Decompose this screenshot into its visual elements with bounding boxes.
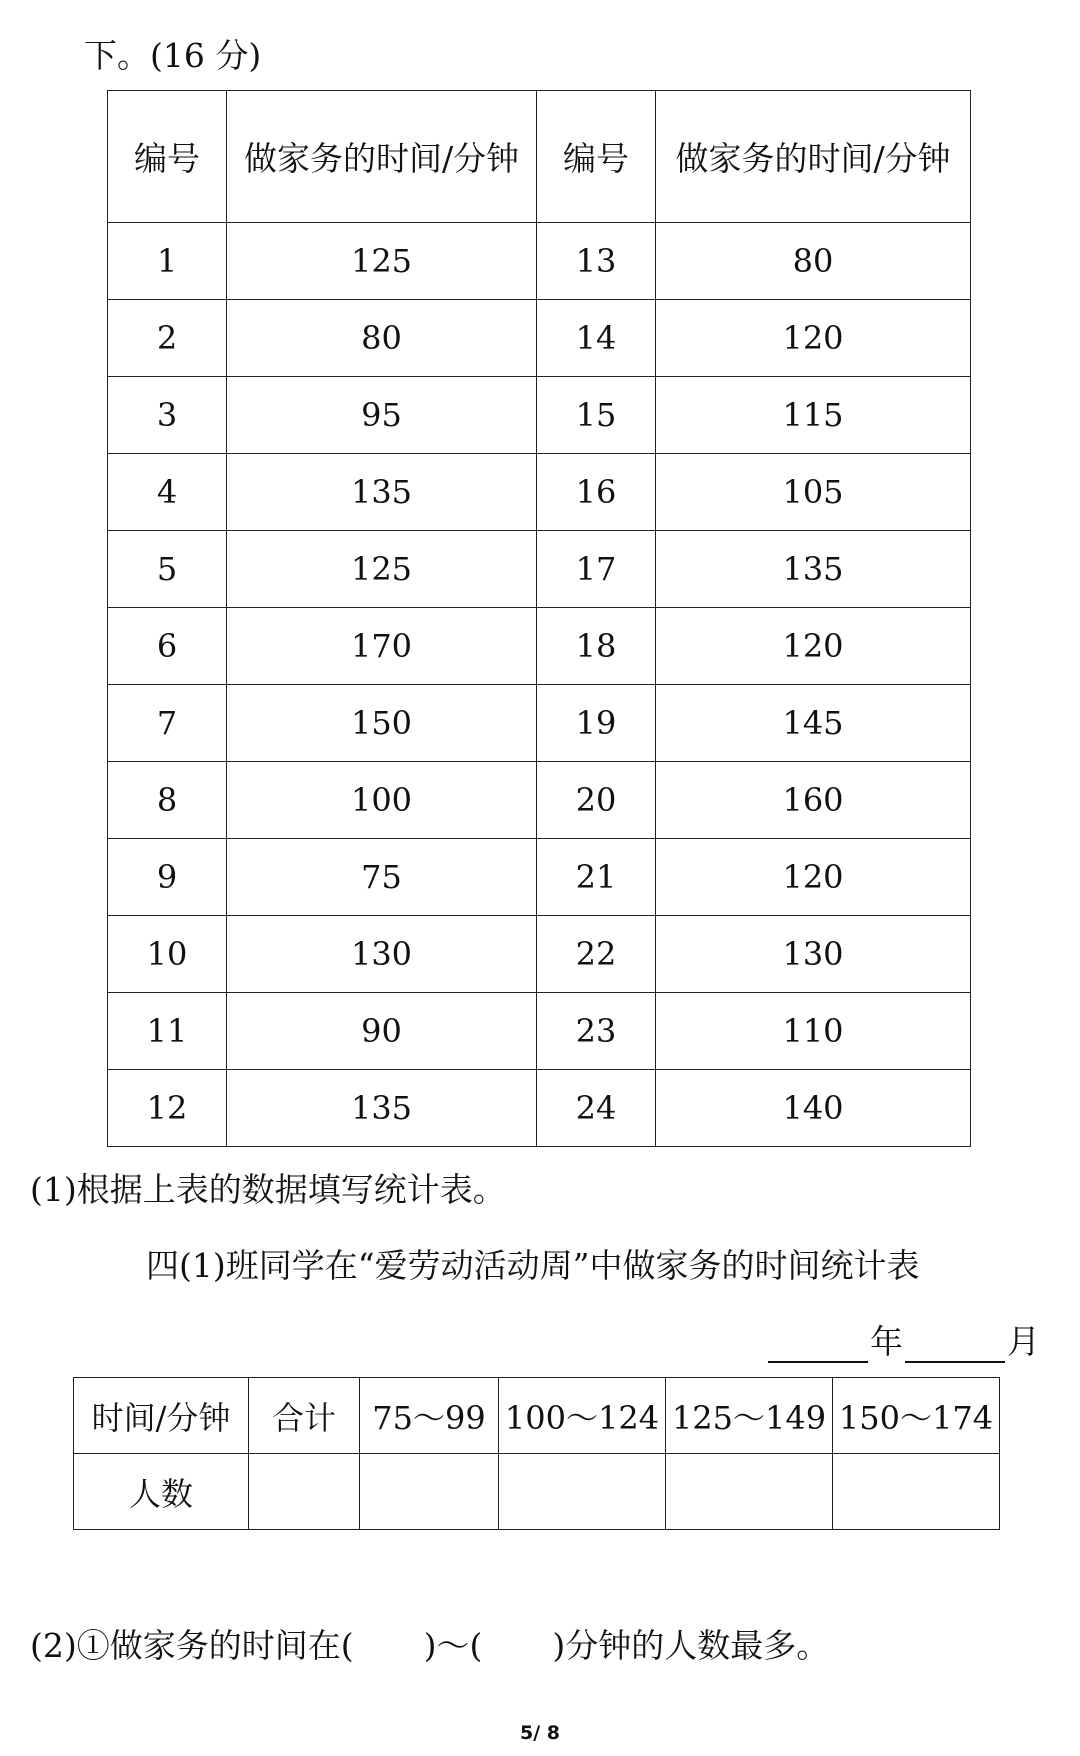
id-cell: 12 [108,1070,227,1147]
time-cell: 130 [227,916,537,993]
id-cell: 21 [537,839,656,916]
table-row [108,300,971,377]
month-blank[interactable] [905,1327,1005,1363]
time-cell: 105 [656,454,971,531]
id-cell: 1 [108,223,227,300]
time-cell: 140 [656,1070,971,1147]
id-cell: 18 [537,608,656,685]
time-cell: 135 [227,454,537,531]
table-row [108,762,971,839]
table-row [108,916,971,993]
table-row [108,454,971,531]
time-cell: 135 [227,1070,537,1147]
table-row [108,223,971,300]
stat-header-cell: 时间/分钟 [74,1378,249,1454]
stat-count-row [74,1454,1000,1530]
time-cell: 80 [656,223,971,300]
header-cell: 做家务的时间/分钟 [656,91,971,223]
time-cell: 160 [656,762,971,839]
id-cell: 5 [108,531,227,608]
table-row [108,608,971,685]
answer-cell[interactable] [666,1454,833,1530]
stat-header-cell: 150～174 [833,1378,1000,1454]
time-cell: 135 [656,531,971,608]
time-cell: 125 [227,223,537,300]
time-cell: 120 [656,300,971,377]
housework-data-table [107,90,971,1147]
id-cell: 17 [537,531,656,608]
id-cell: 4 [108,454,227,531]
table-row [108,993,971,1070]
page-number: 5/ 8 [520,1722,560,1744]
id-cell: 22 [537,916,656,993]
stat-table [73,1377,1000,1530]
id-cell: 7 [108,685,227,762]
question-2-part2: )～( [423,1626,483,1665]
year-blank[interactable] [768,1327,868,1363]
time-cell: 120 [656,839,971,916]
stat-table-title: 四(1)班同学在“爱劳动活动周”中做家务的时间统计表 [146,1246,920,1285]
intro-text: 下。(16 分) [84,36,262,75]
time-cell: 120 [656,608,971,685]
time-cell: 125 [227,531,537,608]
id-cell: 6 [108,608,227,685]
stat-header-cell: 75～99 [360,1378,499,1454]
stat-header-cell: 合计 [249,1378,360,1454]
table-row [108,377,971,454]
answer-cell-total[interactable] [249,1454,360,1530]
question-1: (1)根据上表的数据填写统计表。 [30,1170,506,1209]
header-cell: 做家务的时间/分钟 [227,91,537,223]
id-cell: 2 [108,300,227,377]
id-cell: 9 [108,839,227,916]
id-cell: 3 [108,377,227,454]
answer-cell[interactable] [833,1454,1000,1530]
time-cell: 130 [656,916,971,993]
id-cell: 20 [537,762,656,839]
table-header-row [108,91,971,223]
table-row [108,839,971,916]
id-cell: 13 [537,223,656,300]
time-cell: 100 [227,762,537,839]
answer-cell[interactable] [499,1454,666,1530]
id-cell: 10 [108,916,227,993]
time-cell: 115 [656,377,971,454]
stat-header-cell: 100～124 [499,1378,666,1454]
month-label: 月 [1007,1322,1040,1361]
header-cell: 编号 [537,91,656,223]
table-row [108,685,971,762]
question-2 [30,1620,829,1667]
id-cell: 23 [537,993,656,1070]
time-cell: 80 [227,300,537,377]
time-cell: 150 [227,685,537,762]
year-label: 年 [870,1322,903,1361]
time-cell: 95 [227,377,537,454]
stat-header-cell: 125～149 [666,1378,833,1454]
question-2-part3: )分钟的人数最多。 [552,1626,830,1665]
answer-cell[interactable] [360,1454,499,1530]
time-cell: 90 [227,993,537,1070]
stat-header-row [74,1378,1000,1454]
id-cell: 11 [108,993,227,1070]
stat-row-label: 人数 [74,1454,249,1530]
header-cell: 编号 [108,91,227,223]
id-cell: 24 [537,1070,656,1147]
time-cell: 145 [656,685,971,762]
time-cell: 110 [656,993,971,1070]
time-cell: 75 [227,839,537,916]
table-row [108,531,971,608]
id-cell: 15 [537,377,656,454]
id-cell: 8 [108,762,227,839]
date-line [766,1316,1040,1363]
id-cell: 14 [537,300,656,377]
table-row [108,1070,971,1147]
time-cell: 170 [227,608,537,685]
id-cell: 16 [537,454,656,531]
id-cell: 19 [537,685,656,762]
question-2-part1: (2)①做家务的时间在( [30,1626,354,1665]
